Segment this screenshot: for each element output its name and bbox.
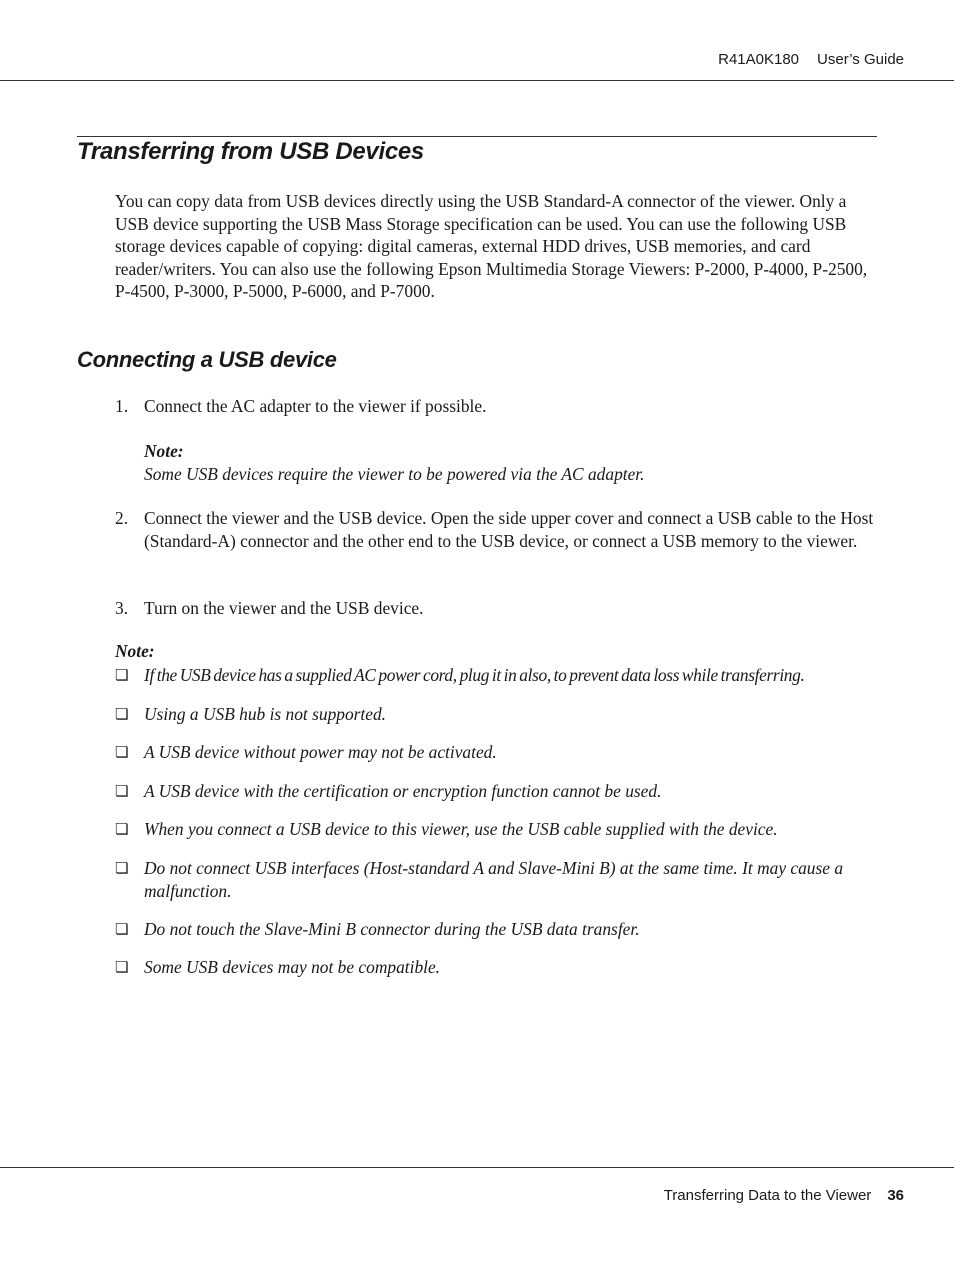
note-text: Some USB devices require the viewer to be powered via the AC adapter. <box>144 463 645 484</box>
checkbox-bullet-icon: ❏ <box>115 920 129 938</box>
step-text: Connect the viewer and the USB device. Open the side upper cover and connect a USB cable to the Host (Standard-A) connector and the other end to the USB device, or connect a USB memory to the viewer. <box>144 508 874 551</box>
checkbox-bullet-icon: ❏ <box>115 705 129 723</box>
checkbox-bullet-icon: ❏ <box>115 743 129 761</box>
note-bullet-text: Do not touch the Slave-Mini B connector during the USB data transfer. <box>144 919 640 939</box>
step-number: 1. <box>115 396 129 416</box>
doc-title: User’s Guide <box>817 51 904 68</box>
intro-paragraph: You can copy data from USB devices directly using the USB Standard-A connector of the viewer. Only a USB device supporting the USB Mass Storage specification can be used. You can use the following USB storage devices capable of copying: digital cameras, external HDD drives, USB memories, and card reader/writers. You can also use the following Epson Multimedia Storage Viewers: P-2000, P-4000, P-2500, P-4500, P-3000, P-5000, P-6000, and P-7000. <box>115 191 868 301</box>
page-number: 36 <box>887 1187 904 1204</box>
checkbox-bullet-icon: ❏ <box>115 859 129 877</box>
subsection-title: Connecting a USB device <box>77 347 337 372</box>
note-bullet-text: If the USB device has a supplied AC power cord, plug it in also, to prevent data loss while transferring. <box>144 665 805 685</box>
footer-rule <box>0 1167 954 1168</box>
step-1-note <box>144 440 877 485</box>
note-bullet-text: Using a USB hub is not supported. <box>144 704 387 724</box>
section-title: Transferring from USB Devices <box>77 138 424 165</box>
note-bullet-text: A USB device without power may not be activated. <box>144 742 497 762</box>
step-number: 3. <box>115 598 129 618</box>
notes-label: Note: <box>115 641 155 661</box>
header-rule <box>0 80 954 81</box>
checkbox-bullet-icon: ❏ <box>115 782 129 800</box>
page-footer <box>664 1187 904 1204</box>
doc-code: R41A0K180 <box>718 51 800 68</box>
page-header <box>718 51 904 68</box>
footer-chapter: Transferring Data to the Viewer <box>663 1187 872 1204</box>
note-bullet-text: A USB device with the certification or encryption function cannot be used. <box>144 781 662 801</box>
note-label: Note: <box>144 441 184 461</box>
checkbox-bullet-icon: ❏ <box>115 820 129 838</box>
checkbox-bullet-icon: ❏ <box>115 958 129 976</box>
step-text: Turn on the viewer and the USB device. <box>144 598 424 618</box>
section-rule <box>77 136 877 137</box>
note-bullet-text: When you connect a USB device to this viewer, use the USB cable supplied with the device. <box>144 819 778 839</box>
step-number: 2. <box>115 508 129 528</box>
note-bullet-text: Some USB devices may not be compatible. <box>144 957 441 977</box>
note-bullet-text: Do not connect USB interfaces (Host-standard A and Slave-Mini B) at the same time. It may cause a malfunction. <box>144 858 844 901</box>
step-text: Connect the AC adapter to the viewer if possible. <box>144 396 487 416</box>
checkbox-bullet-icon: ❏ <box>115 666 129 684</box>
